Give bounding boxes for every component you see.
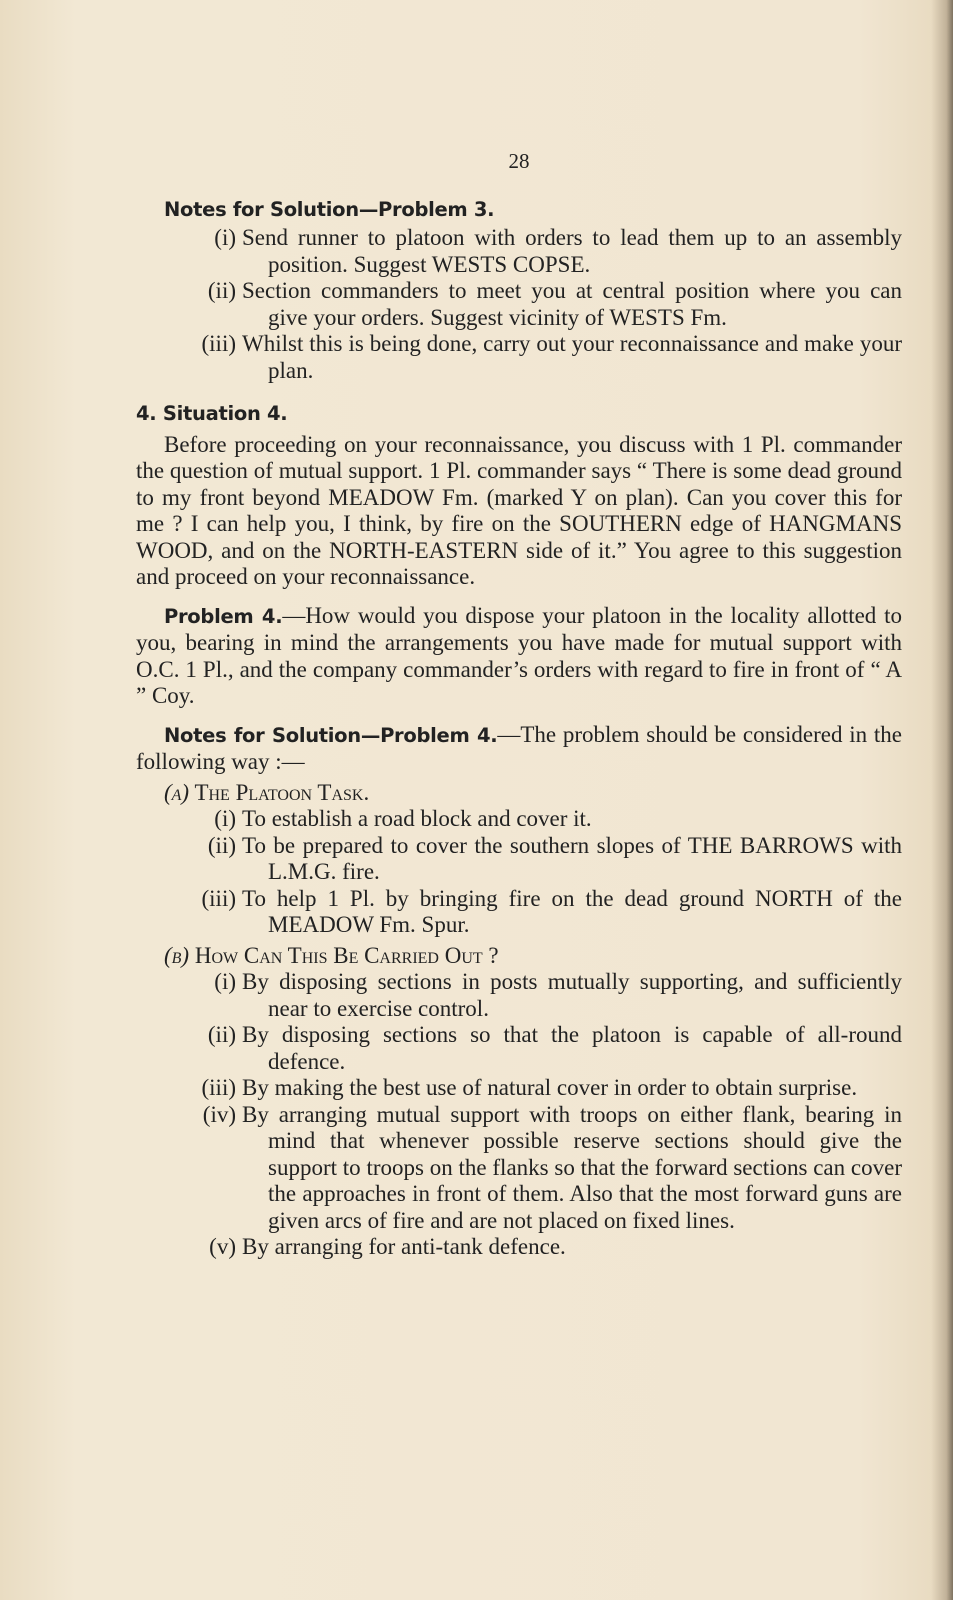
item-text: By disposing sections so that the platoon is capable of all-round defence. <box>242 1022 902 1074</box>
list-item <box>136 833 902 886</box>
situation-4-heading: 4. Situation 4. <box>136 402 288 425</box>
item-text: By arranging for anti-tank defence. <box>242 1234 566 1259</box>
item-text: Send runner to platoon with orders to lead them up to an assembly position. Suggest WESTS COPSE. <box>242 225 902 277</box>
page-number: 28 <box>508 149 530 173</box>
item-text: By making the best use of natural cover in order to obtain surprise. <box>242 1075 858 1100</box>
list-item <box>136 1234 902 1261</box>
item-text: By arranging mutual support with troops on either flank, bearing in mind that whenever possible reserve sections should give the support to troops on the flanks so that the forward sections can cover the approaches in front of them. Also that the most forward guns are given arcs of fire and are not placed on fixed lines. <box>242 1101 902 1233</box>
item-number: (ii) <box>207 1022 236 1047</box>
notes-problem-3-heading: Notes for Solution—Problem 3. <box>164 197 495 221</box>
situation-4-paragraph: Before proceeding on your reconnaissance, you discuss with 1 Pl. commander the question of mutual support. 1 Pl. commander says “ There is some dead ground to my front beyond MEADOW Fm. (marked Y on plan). Can you cover this for me ? I can help you, I think, by fire on the SOUTHERN edge of HANGMANS WOOD, and on the NORTH-EASTERN side of it.” You agree to this suggestion and proceed on your reconnaissance. <box>136 431 902 589</box>
item-text: Whilst this is being done, carry out your reconnaissance and make your plan. <box>242 331 902 383</box>
list-item <box>136 225 902 278</box>
list-item <box>136 806 902 833</box>
list-item <box>136 886 902 939</box>
notes-problem-4-paragraph <box>136 722 902 776</box>
page-edge-shadow <box>931 0 953 1600</box>
list-item <box>136 969 902 1022</box>
item-number: (iii) <box>201 885 236 911</box>
list-item <box>136 331 902 384</box>
item-number: (v) <box>209 1234 236 1259</box>
problem-4-paragraph <box>136 603 902 710</box>
section-a-label: (a) <box>164 779 190 805</box>
notes-problem-4-text: —The problem should be considered in the following way :— <box>136 721 902 774</box>
item-number: (iii) <box>201 1075 236 1100</box>
item-number: (i) <box>214 969 236 994</box>
page-text <box>136 148 902 1261</box>
item-number: (iii) <box>201 331 236 356</box>
item-text: To be prepared to cover the southern slopes of THE BARROWS with L.M.G. fire. <box>242 832 902 884</box>
section-b-heading <box>164 943 902 970</box>
item-number: (i) <box>214 806 236 831</box>
notes-problem-4-label: Notes for Solution—Problem 4. <box>164 723 498 747</box>
item-text: By disposing sections in posts mutually supporting, and sufficiently near to exercise control. <box>242 969 902 1021</box>
section-a-heading <box>164 780 902 807</box>
item-number: (ii) <box>207 832 236 858</box>
list-item <box>136 1102 902 1235</box>
item-number: (i) <box>214 225 236 250</box>
problem-4-text: —How would you dispose your platoon in the locality allotted to you, bearing in mind the arrangements you have made for mutual support with O.C. 1 Pl., and the company commander’s orders with regard to fire in front of “ A ” Coy. <box>136 602 902 708</box>
section-b-title: How Can This Be Carried Out ? <box>194 942 499 968</box>
section-a-title: The Platoon Task. <box>194 779 370 805</box>
item-number: (iv) <box>202 1101 236 1127</box>
list-item <box>136 278 902 331</box>
section-b-label: (b) <box>164 942 190 968</box>
item-text: To help 1 Pl. by bringing fire on the dead ground NORTH of the MEADOW Fm. Spur. <box>242 885 902 937</box>
item-text: Section commanders to meet you at central position where you can give your orders. Suggest vicinity of WESTS Fm. <box>242 278 902 330</box>
problem-4-label: Problem 4. <box>164 604 283 628</box>
list-item <box>136 1022 902 1075</box>
list-item <box>136 1075 902 1102</box>
item-text: To establish a road block and cover it. <box>242 806 592 831</box>
item-number: (ii) <box>207 278 236 303</box>
